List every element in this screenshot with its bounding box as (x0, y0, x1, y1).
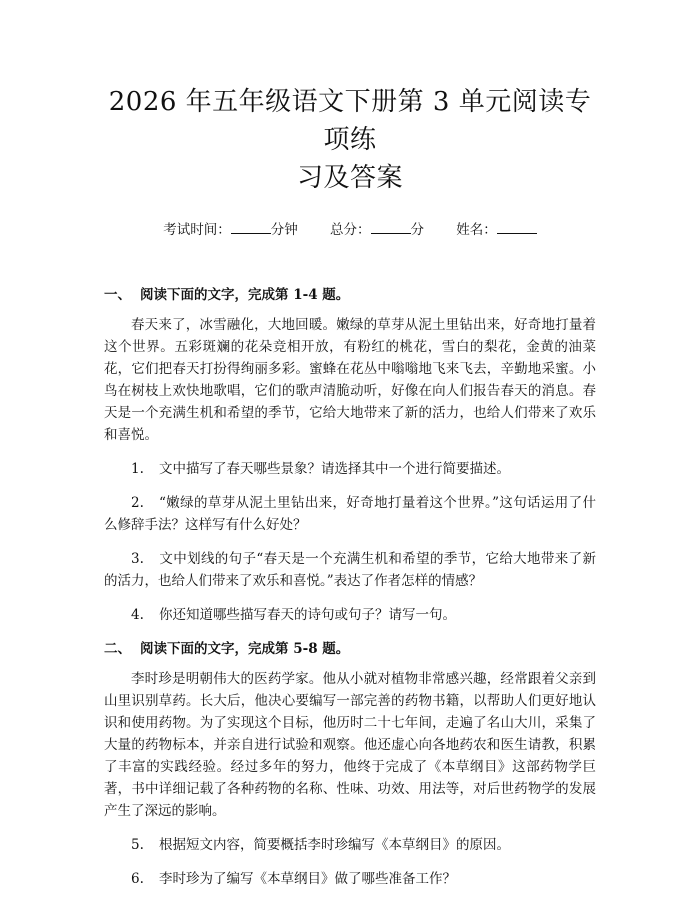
question-item (104, 604, 596, 626)
total-score-unit: 分 (410, 222, 424, 238)
exam-time-unit: 分钟 (270, 222, 298, 238)
student-name-blank (497, 220, 537, 234)
question-text: 文中描写了春天哪些景象？请选择其中一个进行简要描述。 (159, 461, 510, 477)
exam-time-label: 考试时间： (163, 222, 231, 238)
section-heading-text: 阅读下面的文字，完成第 1-4 题。 (140, 287, 350, 303)
question-item (104, 834, 596, 856)
title-line-2: 习及答案 (296, 163, 403, 193)
section-1 (104, 284, 596, 626)
document-title (104, 83, 596, 197)
question-text: “嫩绿的草芽从泥土里钻出来，好奇地打量着这个世界。”这句话运用了什么修辞手法？这样写有什么好处？ (104, 495, 596, 533)
question-number: 2. (131, 495, 144, 511)
section-number: 一、 (104, 287, 131, 303)
question-item (104, 548, 596, 592)
question-number: 6. (131, 871, 144, 887)
question-text: 李时珍为了编写《本草纲目》做了哪些准备工作？ (159, 871, 456, 887)
student-name-field (456, 220, 537, 240)
exam-time-blank (231, 220, 271, 234)
reading-passage: 李时珍是明朝伟大的医药学家。他从小就对植物非常感兴趣，经常跟着父亲到山里识别草药。长大后，他决心要编写一部完善的药物书籍，以帮助人们更好地认识和使用药物。为了实现这个目标，他历时二十七年间，走遍了名山大川，采集了大量的药物标本，并亲自进行试验和观察。他还虚心向各地药农和医生请教，积累了丰富的实践经验。经过多年的努力，他终于完成了《本草纲目》这部药物学巨著，书中详细记载了各种药物的名称、性味、功效、用法等，对后世药物学的发展产生了深远的影响。 (104, 671, 596, 819)
section-heading-text: 阅读下面的文字，完成第 5-8 题。 (140, 641, 350, 657)
section-heading (104, 638, 596, 660)
question-text: 根据短文内容，简要概括李时珍编写《本草纲目》的原因。 (159, 837, 510, 853)
exam-info (104, 220, 596, 240)
section-heading (104, 284, 596, 306)
total-score-blank (371, 220, 411, 234)
section-number: 二、 (104, 641, 131, 657)
reading-passage: 春天来了，冰雪融化，大地回暖。嫩绿的草芽从泥土里钻出来，好奇地打量着这个世界。五彩斑斓的花朵竞相开放，有粉红的桃花，雪白的梨花，金黄的油菜花，它们把春天打扮得绚丽多彩。蜜蜂在花丛中嗡嗡地飞来飞去，辛勤地采蜜。小鸟在树枝上欢快地歌唱，它们的歌声清脆动听，好像在向人们报告春天的消息。春天是一个充满生机和希望的季节，它给大地带来了新的活力，也给人们带来了欢乐和喜悦。 (104, 317, 596, 443)
question-item (104, 492, 596, 536)
section-2 (104, 638, 596, 890)
total-score-field (330, 220, 424, 240)
question-number: 5. (131, 837, 144, 853)
question-text: 你还知道哪些描写春天的诗句或句子？请写一句。 (159, 607, 456, 623)
total-score-label: 总分： (330, 222, 371, 238)
question-item (104, 458, 596, 480)
question-number: 1. (131, 461, 144, 477)
student-name-label: 姓名： (456, 222, 497, 238)
question-text: 文中划线的句子“春天是一个充满生机和希望的季节，它给大地带来了新的活力，也给人们带来了欢乐和喜悦。”表达了作者怎样的情感？ (104, 551, 596, 589)
question-number: 3. (131, 551, 144, 567)
exam-time-field (163, 220, 298, 240)
title-line-1: 2026 年五年级语文下册第 3 单元阅读专项练 (108, 87, 592, 155)
question-item (104, 868, 596, 890)
question-number: 4. (131, 607, 144, 623)
